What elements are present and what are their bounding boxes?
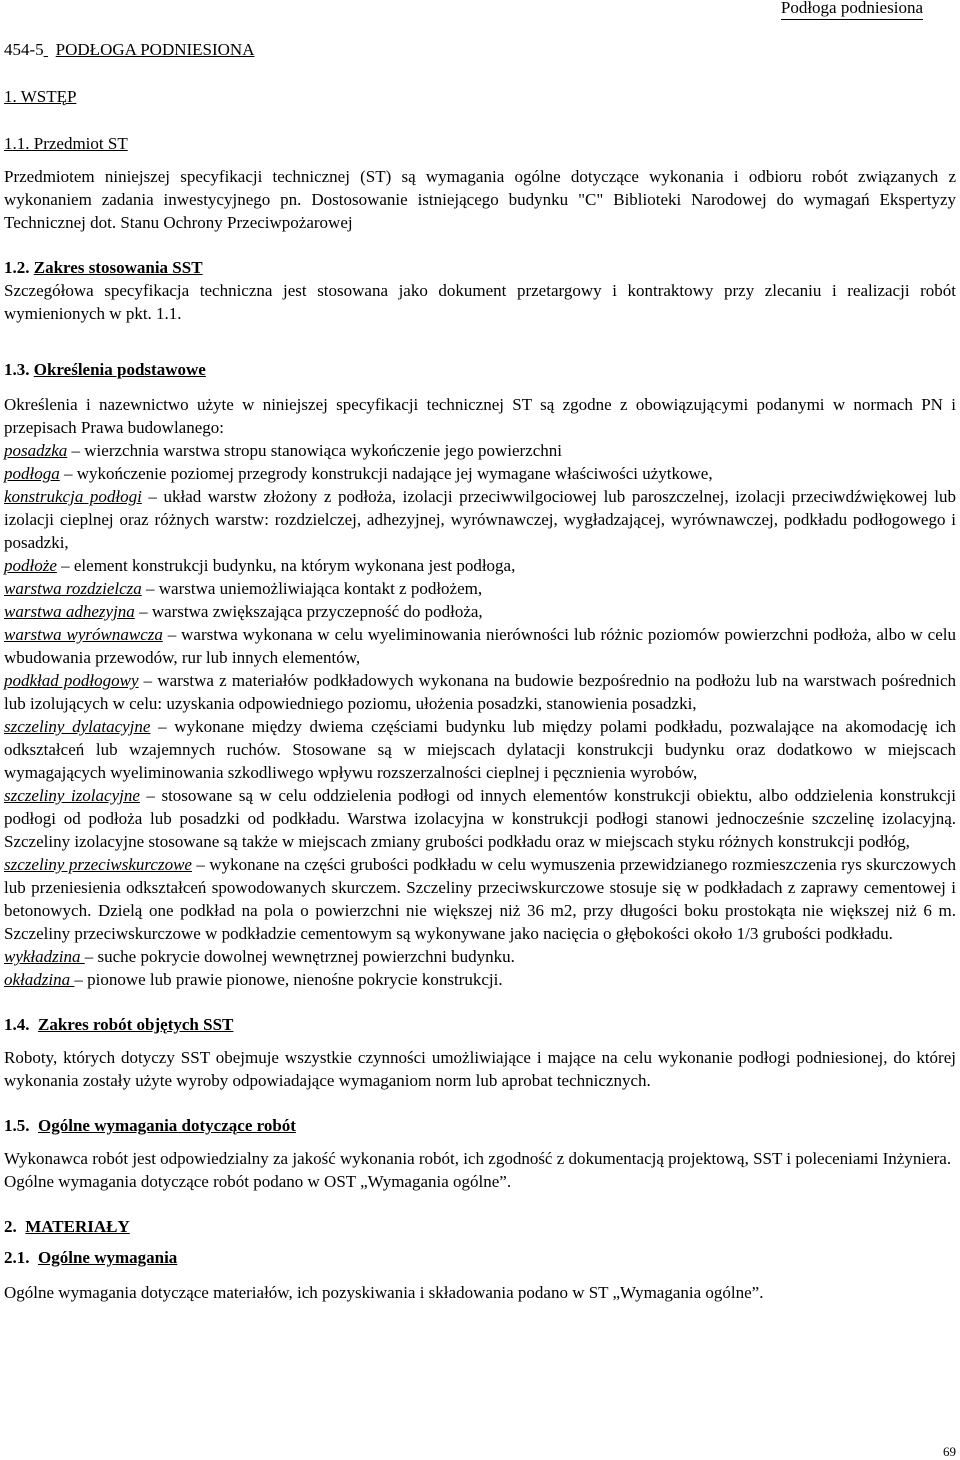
term-definition: warstwa wyrównawcza – warstwa wykonana w celu wyeliminowania nierówności lub różnic poziomów powierzchni podłoża, albo w celu wbudowania przewodów, rur lub innych elementów, — [4, 625, 956, 667]
term: okładzina — [4, 970, 75, 989]
term: posadzka — [4, 441, 68, 460]
section-1-4-heading: 1.4. Zakres robót objętych SST — [4, 1015, 234, 1034]
section-1-3-intro: Określenia i nazewnictwo użyte w niniejszej specyfikacji technicznej ST są zgodne z obowiązującymi podanymi w normach PN i przepisach Prawa budowlanego: — [4, 395, 956, 437]
term: warstwa wyrównawcza — [4, 625, 163, 644]
section-1-1-heading: 1.1. Przedmiot ST — [4, 134, 128, 153]
section-2-heading: 2. MATERIAŁY — [4, 1217, 130, 1236]
section-2-1-text: Ogólne wymagania dotyczące materiałów, ich pozyskiwania i składowania podano w ST „Wymagania ogólne”. — [4, 1283, 764, 1302]
section-1-5-heading: 1.5. Ogólne wymagania dotyczące robót — [4, 1116, 296, 1135]
section-1-5-text-2: Ogólne wymagania dotyczące robót podano w OST „Wymagania ogólne”. — [4, 1172, 512, 1191]
term-definition: szczeliny przeciwskurczowe – wykonane na części grubości podkładu w celu wymuszenia przewidzianego rozmieszczenia rys skurczowych lub przeniesienia odkształceń spowodowanych skurczem. Szczeliny przeciwskurczowe stosuje się w podkładach z zaprawy cementowej i betonowych. Dzielą one podkład na pola o powierzchni nie większej niż 36 m2, przy długości boku prostokąta nie większej niż 6 m. Szczeliny przeciwskurczowe w podkładzie cementowym są wykonywane jako nacięcia o głębokości około 1/3 grubości podkładu. — [4, 855, 957, 943]
term-definition: podkład podłogowy – warstwa z materiałów podkładowych wykonana na budowie bezpośrednio na podłożu lub na warstwach pośrednich lub izolujących w celu: uzyskania odpowiedniego poziomu, ułożenia posadzki, stanowienia posadzki, — [4, 671, 956, 713]
term-definition: szczeliny dylatacyjne – wykonane między dwiema częściami budynku lub między polami podkładu, pozwalające na akomodację ich odkształceń lub wzajemnych ruchów. Stosowane są w miejscach dylatacji konstrukcji budynku oraz dodatkowo w miejscach wymagających wyeliminowania szkodliwego wpływu rozszerzalności cieplnej i pęcznienia wyrobów, — [4, 717, 956, 782]
term: warstwa rozdzielcza — [4, 579, 142, 598]
page-number: 69 — [943, 1444, 956, 1459]
section-1-3-heading: 1.3. Określenia podstawowe — [4, 360, 206, 379]
term-definition: konstrukcja podłogi – układ warstw złożony z podłoża, izolacji przeciwwilgociowej lub paroszczelnej, izolacji przeciwdźwiękowej lub izolacji cieplnej oraz różnych warstw: rozdzielczej, adhezyjnej, wyrównawczej, wygładzającej, wyrównawczej, podkładu podłogowego i posadzki, — [4, 487, 957, 552]
term-definition: warstwa rozdzielcza – warstwa uniemożliwiająca kontakt z podłożem, — [4, 579, 483, 598]
term-definition: okładzina – pionowe lub prawie pionowe, nienośne pokrycie konstrukcji. — [4, 970, 503, 989]
term-definition: podłoga – wykończenie poziomej przegrody konstrukcji nadające jej wymagane właściwości użytkowe, — [4, 464, 713, 483]
term-definition: szczeliny izolacyjne – stosowane są w celu oddzielenia podłogi od innych elementów konstrukcji obiektu, albo oddzielenia konstrukcji podłogi od podłoża lub posadzki od podkładu. Warstwa izolacyjna w konstrukcji podłogi stanowi jednocześnie szczelinę izolacyjną. Szczeliny izolacyjne stosowane są także w miejscach zmiany grubości podkładu oraz w miejscach styku różnych konstrukcji podłóg, — [4, 786, 956, 851]
term-definition: podłoże – element konstrukcji budynku, na którym wykonana jest podłoga, — [4, 556, 516, 575]
title-name: PODŁOGA PODNIESIONA — [55, 40, 255, 59]
section-2-1-heading: 2.1. Ogólne wymagania — [4, 1248, 178, 1267]
section-1-2-text: Szczegółowa specyfikacja techniczna jest stosowana jako dokument przetargowy i kontraktowy przy zlecaniu i realizacji robót wymienionych w pkt. 1.1. — [4, 281, 956, 323]
term: wykładzina — [4, 947, 85, 966]
section-1-4-text: Roboty, których dotyczy SST obejmuje wszystkie czynności umożliwiające i mające na celu wykonanie podłogi podniesionej, do której wykonania zostały użyte wyroby odpowiadające wymaganiom norm lub aprobat technicznych. — [4, 1048, 956, 1090]
term: szczeliny przeciwskurczowe — [4, 855, 192, 874]
term-definition: posadzka – wierzchnia warstwa stropu stanowiąca wykończenie jego powierzchni — [4, 441, 562, 460]
term-definition: wykładzina – suche pokrycie dowolnej wewnętrznej powierzchni budynku. — [4, 947, 515, 966]
term: warstwa adhezyjna — [4, 602, 135, 621]
term: podłoga — [4, 464, 60, 483]
section-1-heading: 1. WSTĘP — [4, 87, 77, 106]
section-1-5-text: Wykonawca robót jest odpowiedzialny za jakość wykonania robót, ich zgodność z dokumentacją projektową, SST i poleceniami Inżyniera. — [4, 1149, 952, 1168]
term: szczeliny izolacyjne — [4, 786, 140, 805]
running-header: Podłoga podniesiona — [781, 0, 923, 20]
document-page — [4, 38, 956, 1304]
term: szczeliny dylatacyjne — [4, 717, 151, 736]
term: konstrukcja podłogi — [4, 487, 142, 506]
section-1-1-text: Przedmiotem niniejszej specyfikacji technicznej (ST) są wymagania ogólne dotyczące wykonania i odbioru robót związanych z wykonaniem zadania inwestycyjnego pn. Dostosowanie istniejącego budynku "C" Biblioteki Narodowej do wymagań Ekspertyzy Technicznej dot. Stanu Ochrony Przeciwpożarowej — [4, 167, 956, 232]
section-1-2-heading: 1.2. Zakres stosowania SST — [4, 258, 203, 277]
term: podłoże — [4, 556, 57, 575]
document-title — [4, 38, 956, 61]
term: podkład podłogowy — [4, 671, 139, 690]
term-definition: warstwa adhezyjna – warstwa zwiększająca przyczepność do podłoża, — [4, 602, 483, 621]
title-code: 454-5 — [4, 40, 44, 59]
